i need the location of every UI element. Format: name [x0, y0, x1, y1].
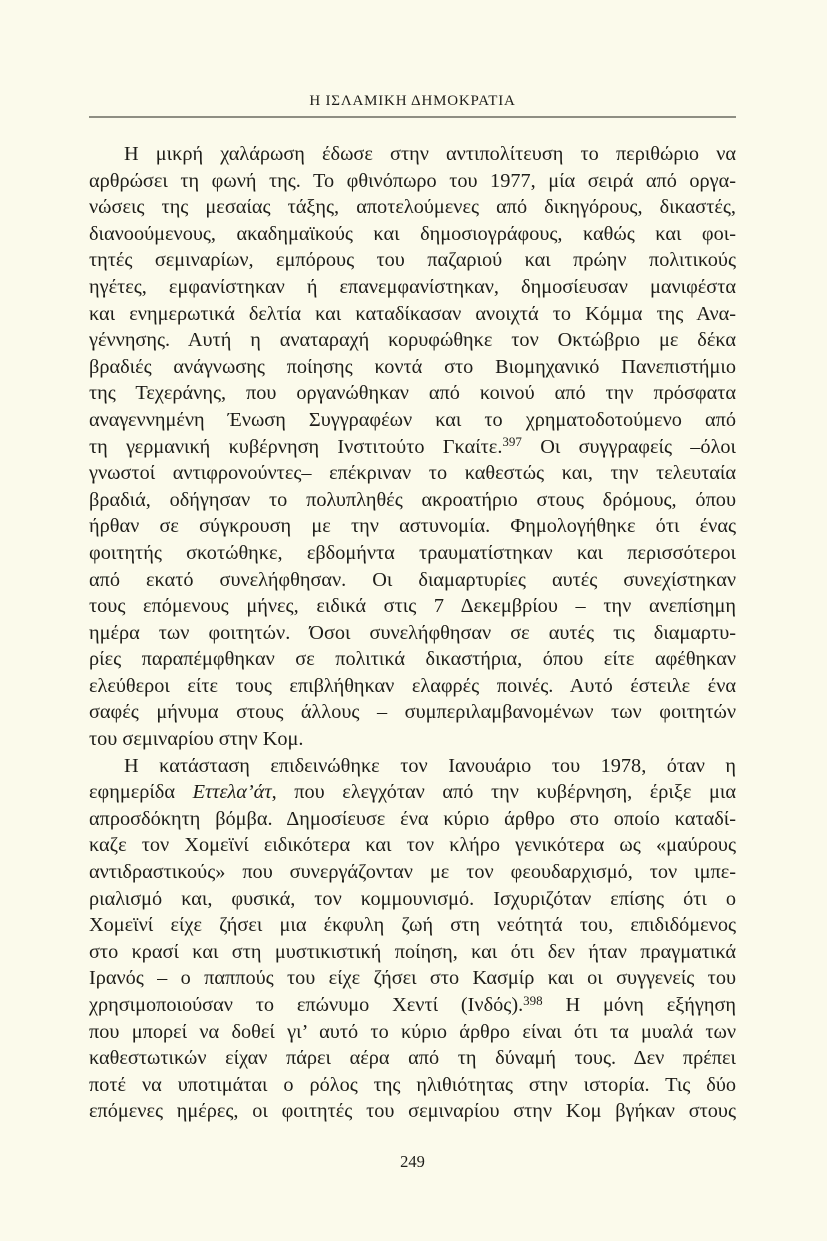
text-run: του σεμιναρίου στην Κομ. [89, 728, 304, 751]
text-run: σαφές μήνυμα στους άλλους – συμπεριλαμβανομένων των φοιτητών [89, 701, 736, 724]
text-line [89, 301, 736, 328]
text-line [89, 992, 736, 1019]
text-run: τητές σεμιναρίων, εμπόρους του παζαριού και πρώην πολιτικούς [89, 249, 736, 272]
text-line [89, 354, 736, 381]
text-line [89, 567, 736, 594]
text-line [89, 912, 736, 939]
text-run: που μπορεί να δοθεί γι’ αυτό το κύριο άρθρο είναι ότι τα μυαλά των [89, 1020, 736, 1043]
text-line [89, 141, 736, 168]
text-run: απροσδόκητη βόμβα. Δημοσίευσε ένα κύριο άρθρο στο οποίο καταδί- [89, 807, 736, 830]
text-run: τη γερμανική κυβέρνηση Ινστιτούτο Γκαίτε. [89, 435, 503, 458]
text-run: βραδιά, οδήγησαν το πολυπληθές ακροατήριο στους δρόμους, όπου [89, 488, 736, 511]
text-run: ηγέτες, εμφανίστηκαν ή επανεμφανίστηκαν, δημοσίευσαν μανιφέστα [89, 275, 736, 298]
text-run: διανοούμενους, ακαδημαϊκούς και δημοσιογράφους, καθώς και φοι- [89, 222, 736, 245]
text-run: γέννησης. Αυτή η αναταραχή κορυφώθηκε τον Οκτώβριο με δέκα [89, 329, 736, 352]
text-line [89, 327, 736, 354]
text-line [89, 434, 736, 461]
text-run: Χομεϊνί είχε ζήσει μια έκφυλη ζωή στη νεότητά του, επιδιδόμενος [89, 914, 736, 937]
text-line [89, 1098, 736, 1125]
text-line [89, 886, 736, 913]
page-number: 249 [400, 1152, 425, 1171]
body-text [89, 141, 736, 1125]
text-line [89, 779, 736, 806]
italic-text-run: Εττελα’άτ [192, 781, 272, 804]
text-run: αρθρώσει τη φωνή της. Το φθινόπωρο του 1977, μία σειρά από οργα- [89, 169, 736, 192]
text-line [89, 965, 736, 992]
running-header: Η ΙΣΛΑΜΙΚΗ ΔΗΜΟΚΡΑΤΙΑ [309, 93, 516, 109]
text-line [89, 168, 736, 195]
text-run: Η μικρή χαλάρωση έδωσε στην αντιπολίτευση το περιθώριο να [124, 143, 736, 165]
text-line [89, 1045, 736, 1072]
text-line [89, 407, 736, 434]
text-line [89, 753, 736, 780]
text-run: εφημερίδα [89, 781, 193, 804]
text-line [89, 247, 736, 274]
paragraph [89, 753, 736, 1125]
text-run: επόμενες ημέρες, οι φοιτητές του σεμιναρίου στην Κομ βγήκαν στους [89, 1100, 736, 1123]
header-rule [89, 116, 736, 118]
text-run: καθεστωτικών είχαν πάρει αέρα από τη δύναμή τους. Δεν πρέπει [89, 1047, 736, 1070]
text-run: ήρθαν σε σύγκρουση με την αστυνομία. Φημολογήθηκε ότι ένας [89, 515, 736, 538]
text-line [89, 540, 736, 567]
text-run: ρίες παραπέμφθηκαν σε πολιτικά δικαστήρια, όπου είτε αφέθηκαν [89, 648, 736, 671]
text-run: καζε τον Χομεϊνί ειδικότερα και τον κλήρο γενικότερα ως «μαύρους [89, 834, 736, 857]
text-line [89, 832, 736, 859]
text-line [89, 806, 736, 833]
text-line [89, 194, 736, 221]
text-line [89, 1072, 736, 1099]
text-line [89, 673, 736, 700]
text-line [89, 460, 736, 487]
text-run: , που ελεγχόταν από την κυβέρνηση, έριξε μια [271, 781, 736, 804]
text-run: ποτέ να υποτιμάται ο ρόλος της ηλιθιότητας στην ιστορία. Τις δύο [89, 1073, 736, 1096]
text-line [89, 274, 736, 301]
footnote-reference: 397 [502, 434, 522, 450]
text-run: φοιτητής σκοτώθηκε, εβδομήντα τραυματίστηκαν και περισσότεροι [89, 541, 736, 564]
text-run: βραδιές ανάγνωσης ποίησης κοντά στο Βιομηχανικό Πανεπιστήμιο [89, 355, 736, 378]
text-run: Η κατάσταση επιδεινώθηκε τον Ιανουάριο του 1978, όταν η [124, 754, 736, 777]
text-run: αντιδραστικούς» που συνεργάζονταν με τον φεουδαρχισμό, τον ιμπε- [89, 861, 736, 884]
text-run: Ιρανός – ο παππούς του είχε ζήσει στο Κασμίρ και οι συγγενείς του [89, 967, 736, 990]
text-run: νώσεις της μεσαίας τάξης, αποτελούμενες από δικηγόρους, δικαστές, [89, 196, 736, 219]
text-run: από εκατό συνελήφθησαν. Οι διαμαρτυρίες αυτές συνεχίστηκαν [89, 568, 736, 591]
text-run: ελεύθεροι είτε τους επιβλήθηκαν ελαφρές ποινές. Αυτό έστειλε ένα [89, 674, 736, 697]
text-line [89, 699, 736, 726]
text-run: ριαλισμό και, φυσικά, τον κομμουνισμό. Ισχυριζόταν επίσης ότι ο [89, 887, 736, 910]
text-line [89, 620, 736, 647]
text-line [89, 1019, 736, 1046]
text-line [89, 593, 736, 620]
text-run: στο κρασί και στη μυστικιστική ποίηση, και ότι δεν ήταν πραγματικά [89, 940, 736, 963]
text-run: Οι συγγραφείς –όλοι [521, 435, 736, 458]
text-run: χρησιμοποιούσαν το επώνυμο Χεντί (Ινδός). [89, 994, 524, 1016]
text-run: ημέρα των φοιτητών. Όσοι συνελήφθησαν σε αυτές τις διαμαρτυ- [89, 621, 736, 644]
text-run: Η μόνη εξήγηση [542, 994, 736, 1016]
footnote-reference: 398 [523, 992, 543, 1008]
text-line [89, 513, 736, 540]
text-run: της Τεχεράνης, που οργανώθηκαν από κοινού από την πρόσφατα [89, 382, 736, 405]
text-run: τους επόμενους μήνες, ειδικά στις 7 Δεκεμβρίου – την ανεπίσημη [89, 595, 736, 618]
text-run: και ενημερωτικά δελτία και καταδίκασαν ανοιχτά το Κόμμα της Ανα- [89, 302, 736, 325]
text-line [89, 646, 736, 673]
text-line [89, 380, 736, 407]
text-line [89, 487, 736, 514]
text-run: αναγεννημένη Ένωση Συγγραφέων και το χρηματοδοτούμενο από [89, 408, 736, 431]
text-run: γνωστοί αντιφρονούντες– επέκριναν το καθεστώς και, την τελευταία [89, 462, 736, 485]
text-line [89, 221, 736, 248]
text-line [89, 939, 736, 966]
text-line [89, 726, 736, 753]
paragraph [89, 141, 736, 753]
text-line [89, 859, 736, 886]
